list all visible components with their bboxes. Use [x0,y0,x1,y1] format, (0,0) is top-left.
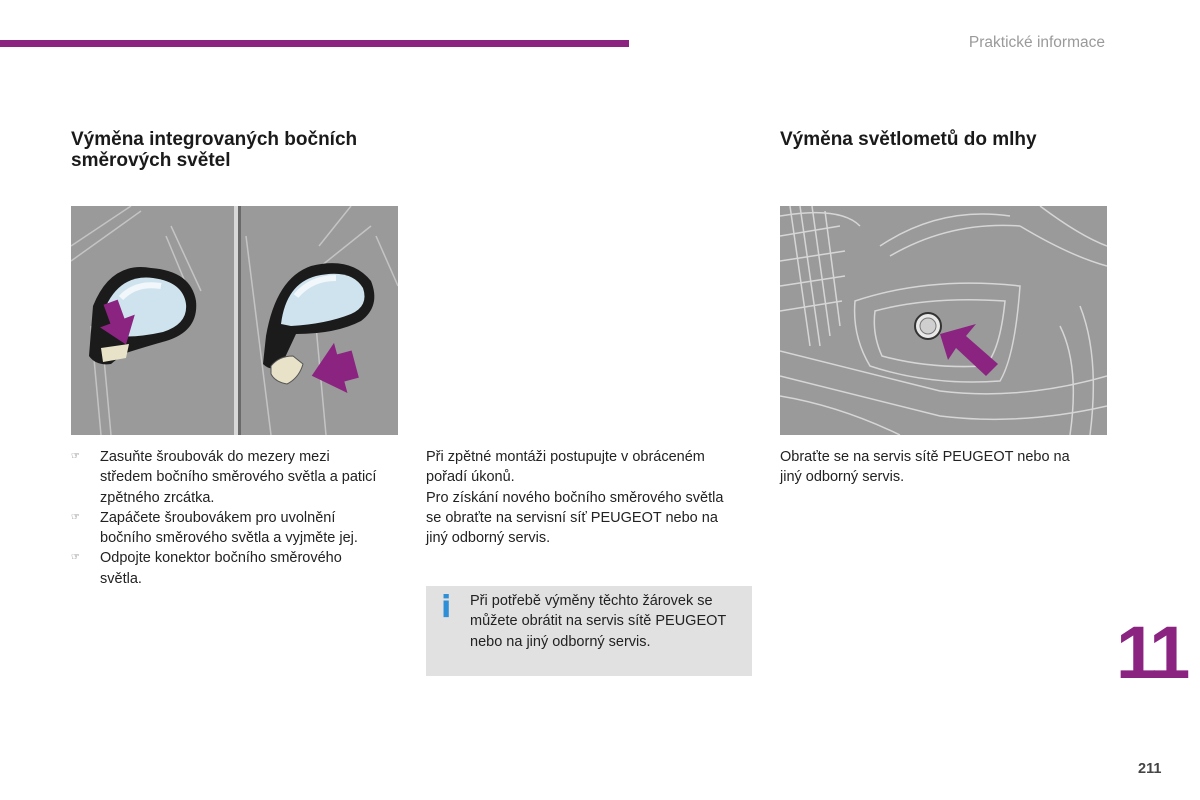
text-line: Obraťte se na servis sítě PEUGEOT nebo na [780,449,1070,465]
page-number: 211 [1138,761,1162,777]
pointing-hand-icon: ☞ [71,511,80,523]
instruction-item [71,508,401,549]
instruction-line: bočního směrového světla a vyjměte jej. [100,530,358,547]
fog-light-section-title: Výměna světlometů do mlhy [780,129,1037,150]
text-line: se obraťte na servisní síť PEUGEOT nebo na [426,509,718,526]
chapter-number: 11 [1116,611,1187,694]
instruction-line: zpětného zrcátka. [100,489,215,506]
text-line: Při zpětné montáži postupujte v obráceném [426,449,705,465]
title-line: Výměna integrovaných bočních [71,129,358,150]
pointing-hand-icon: ☞ [71,552,80,564]
instruction-item [71,548,401,589]
side-indicator-section-title [71,129,431,171]
instruction-line: Zapáčete šroubovákem pro uvolnění [100,509,336,526]
info-icon: i [441,590,452,625]
paragraph [426,447,746,488]
instruction-item [71,447,401,508]
text-line: můžete obrátit na servis sítě PEUGEOT [470,613,727,630]
info-note-text [470,591,750,652]
instruction-line: Zasuňte šroubovák do mezery mezi [100,449,330,465]
pointing-hand-icon: ☞ [71,451,80,462]
paragraph [780,447,1100,488]
info-note-box [426,586,752,676]
top-accent-bar [0,40,629,47]
section-header-title: Praktické informace [968,34,1105,51]
title-line: směrových světel [71,150,231,171]
text-line: Pro získání nového bočního směrového světla [426,489,724,506]
mirror-indicator-illustration [71,206,398,435]
paragraph [426,488,746,549]
instruction-line: Odpojte konektor bočního směrového [100,550,342,567]
instruction-line: světla. [100,570,142,587]
text-line: pořadí úkonů. [426,469,515,486]
instruction-line: středem bočního směrového světla a paticí [100,469,377,486]
reassembly-text [426,447,746,548]
text-line: nebo na jiný odborný servis. [470,633,651,650]
fog-light-text [780,447,1100,488]
fog-light-illustration [780,206,1107,435]
text-line: jiný odborný servis. [780,469,905,486]
text-line: jiný odborný servis. [426,530,551,547]
mirror-illustration-svg [71,206,398,435]
text-line: Při potřebě výměny těchto žárovek se [470,593,713,609]
instruction-list [71,447,401,589]
fog-light-illustration-svg [780,206,1107,435]
